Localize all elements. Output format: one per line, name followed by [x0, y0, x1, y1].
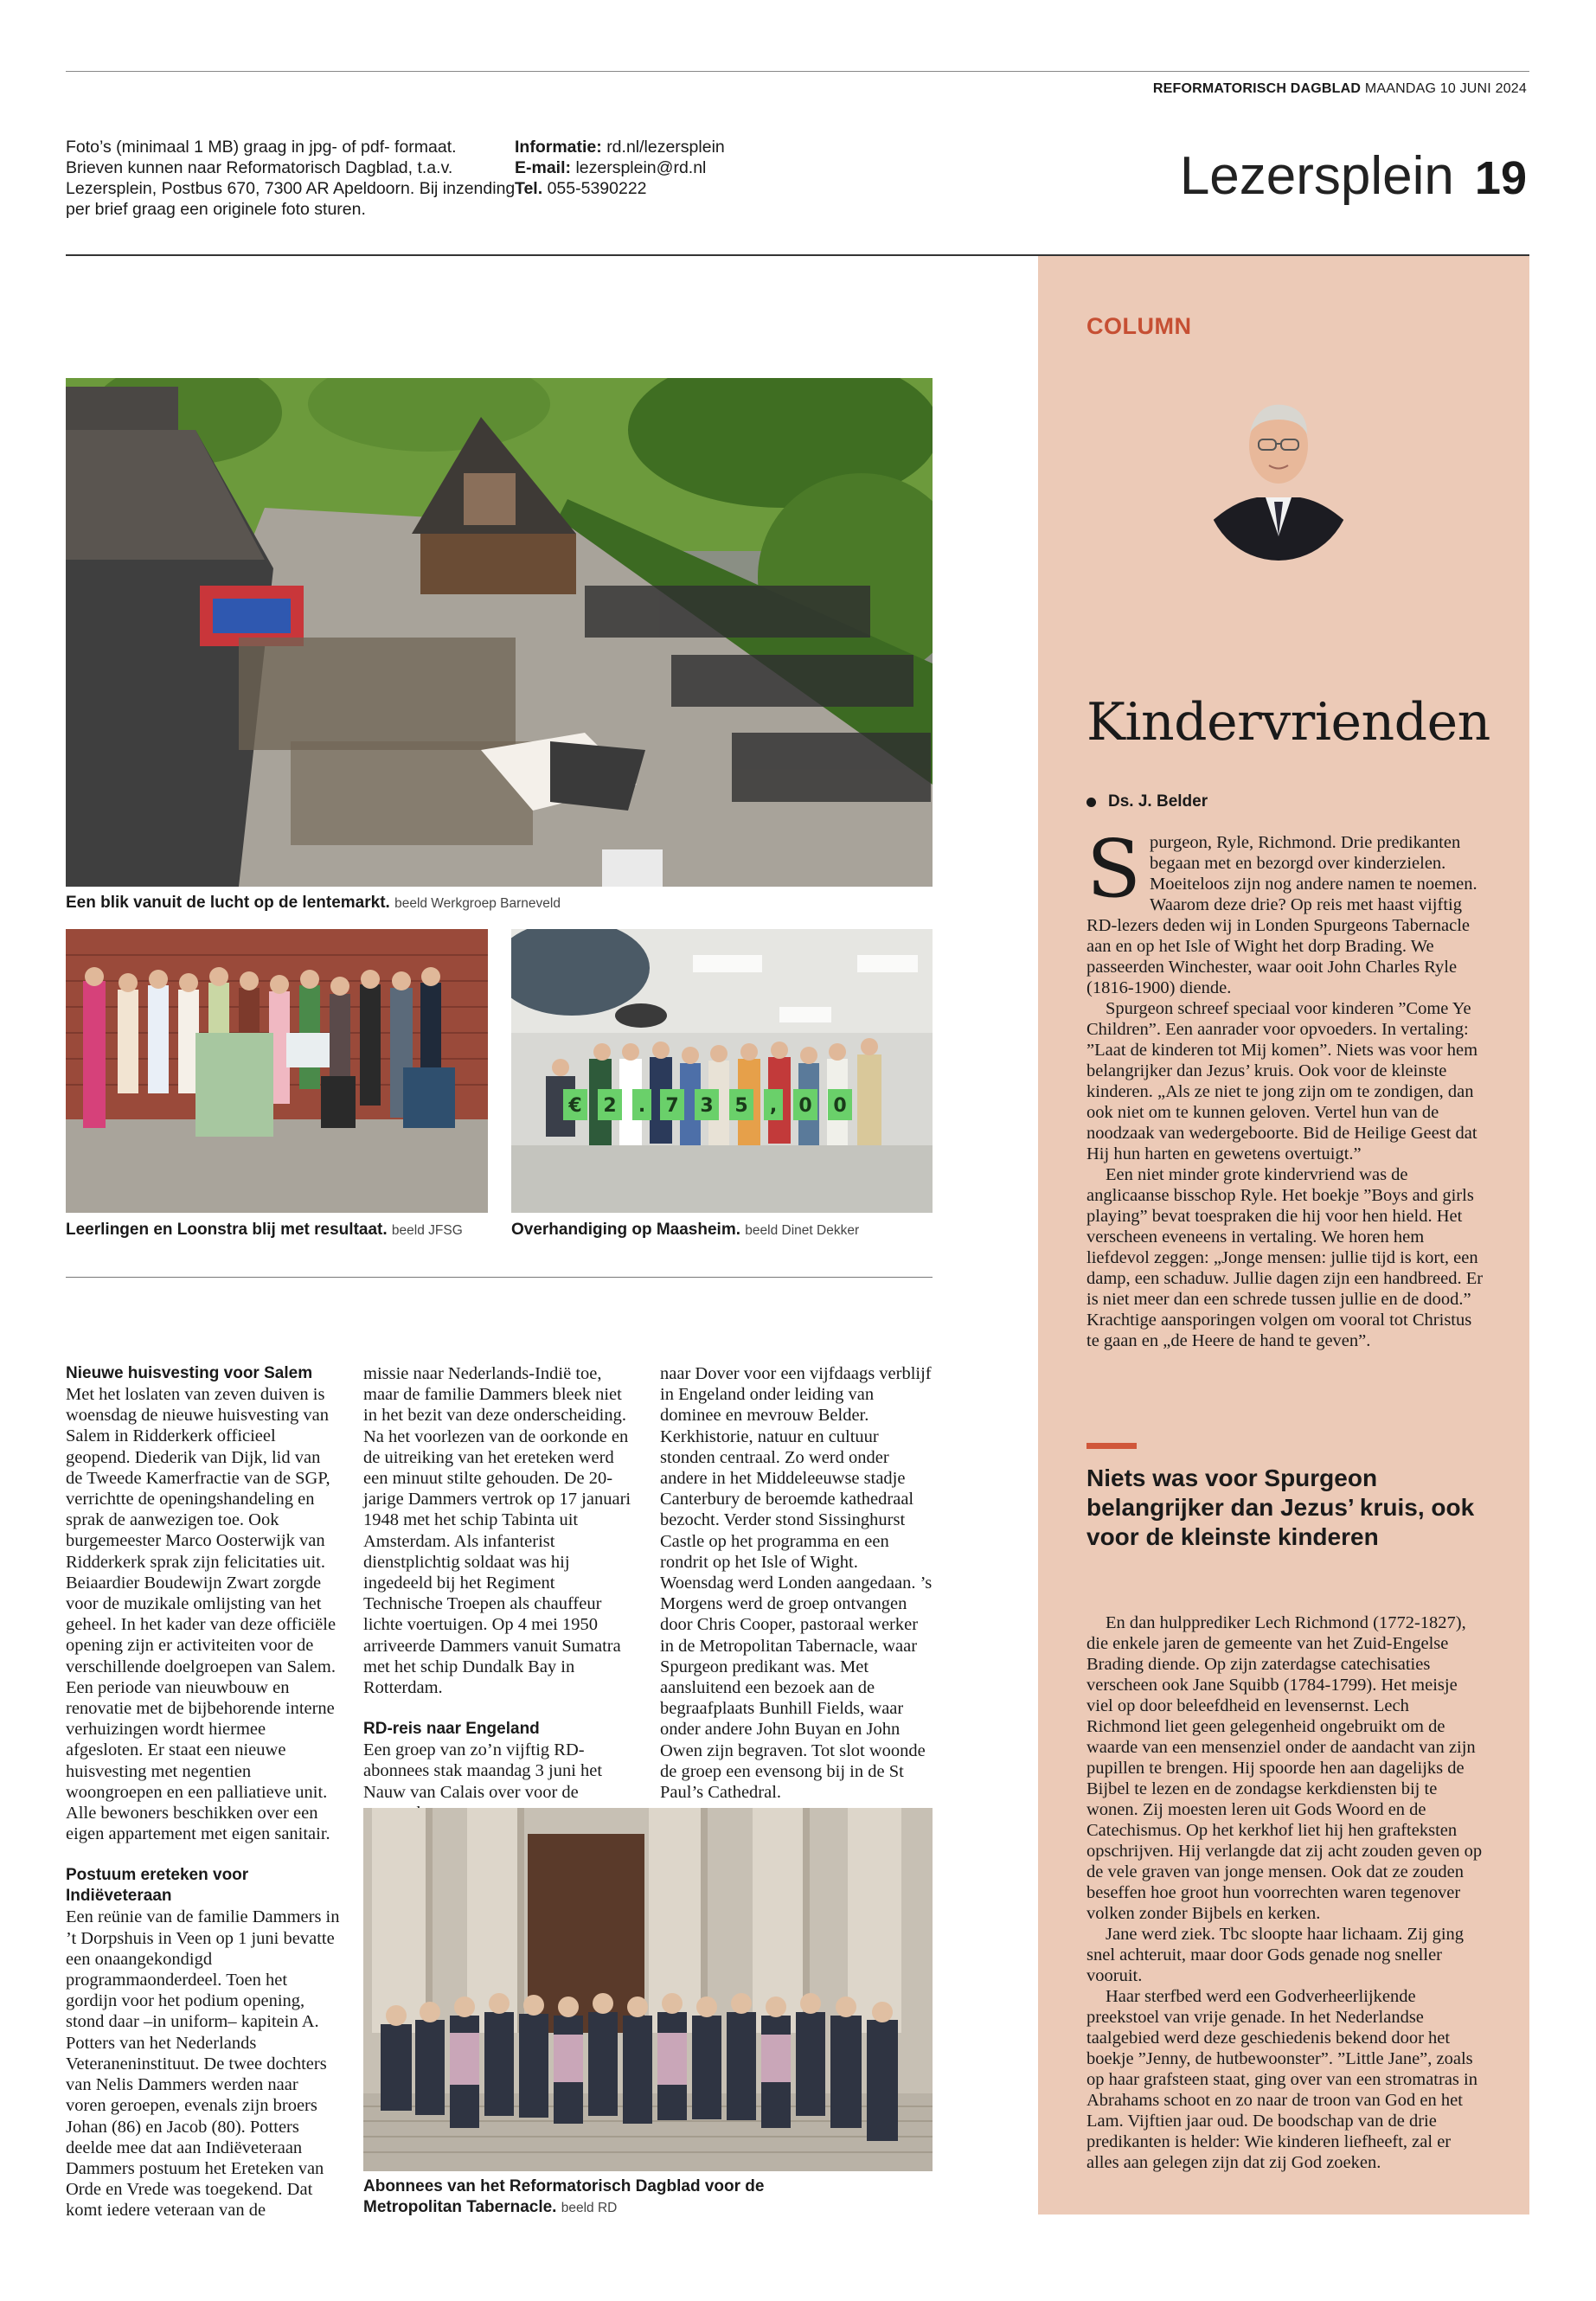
tabernacle-group-image: [363, 1808, 933, 2171]
body-rd-reis-1: Een groep van zo’n vijftig RD-abonnees stak maandag 3 juni het Nauw van Calais over voor de: [363, 1740, 603, 1802]
column-p2: Spurgeon schreef speciaal voor kinderen ”Come Ye Children”. Een aanrader voor opvoeders. In vertaling: ”Laat de kinderen tot Mij komen”. Niets was voor hem belangrijker dan Jezus’ kruis. Ook voor de kleinste kinderen. „Als ze niet te jong zijn om te zondigen, dan ook niet om te kunnen geloven. Vertel hun van de noodzaak van wedergeboorte. Bid de Heilige Geest dat Hij hun harten en gewetens overtuigt.”: [1086, 999, 1478, 1163]
author-photo: [1205, 372, 1352, 561]
body-indieveteraan-1: Een reünie van de familie Dammers in ’t Dorpshuis in Veen op 1 juni bevatte een onaangekondigd programmaonderdeel. Toen het gordijn voor het podium opening, stond daar –in uniform– kapitein A. Potters van het Nederlands Veteraneninstituut. De twee dochters van Nelis Dammers werden naar voren geroepen, evenals zijn broers Johan (86) en Jacob (80). Potters deelde mee dat aan Indiëveteraan Dammers postuum het Ereteken van Orde en Vrede was toegekend. Dat komt iedere veteraan van de: [66, 1907, 340, 2221]
contact-info-text: Foto’s (minimaal 1 MB) graag in jpg- of pdf- formaat. Brieven kunnen naar Reformatorisch Dagblad, t.a.v. Lezersplein, Postbus 670, 7300 AR Apeldoorn. Bij inzending per brief graag een originele foto sturen.: [66, 138, 516, 219]
info-label: Informatie:: [515, 138, 602, 157]
article-column-2: [363, 1363, 638, 1823]
photos-divider: [66, 1277, 933, 1278]
caption-leerlingen: [66, 1220, 490, 1241]
sign-char: .: [638, 1095, 646, 1117]
caption-leerlingen-text: Leerlingen en Loonstra blij met resultaat.: [66, 1221, 388, 1239]
article-column-1: [66, 1363, 341, 2221]
body-indieveteraan-2: missie naar Nederlands-Indië toe, maar de familie Dammers bleek niet in het bezit van deze onderscheiding. Na het voorlezen van de oorkonde en de uitreiking van het ereteken werd een minuut stilte gehouden. De 20-jarige Dammers vertrok op 17 januari 1948 met het schip Tabinta uit Amsterdam. Als infanterist dienstplichtig soldaat was hij ingedeeld bij het Regiment Technische Troepen als chauffeur lichte voertuigen. Op 4 mei 1950 arriveerde Dammers vanuit Sumatra met het schip Dundalk Bay in Rotterdam.: [363, 1364, 631, 1698]
column-p3: Een niet minder grote kindervriend was de anglicaanse bisschop Ryle. Het boekje ”Boys and girls playing” bevat toespraken die hij voor hen hield. Het verscheen eveneens in vertaling. We horen hem liefdevol zeggen: „Jonge mensen: jullie tijd is kort, een damp, een schaduw. Jullie dagen zijn een handbreed. Er is niet meer dan een schrede tussen jullie en de dood.” Krachtige aansporingen volgen om vooral tot Christus te gaan en „de Heere de hand te geven”.: [1086, 1165, 1484, 1350]
column-p5: Jane werd ziek. Tbc sloopte haar lichaam. Zij ging snel achteruit, maar door Gods genade nog sneller vooruit.: [1086, 1925, 1465, 1985]
caption-maasheim-text: Overhandiging op Maasheim.: [511, 1221, 740, 1239]
email-label: E-mail:: [515, 158, 572, 177]
students-image: [66, 929, 488, 1213]
headline-rd-reis: RD-reis naar Engeland: [363, 1720, 540, 1739]
photo-lentemarkt: [66, 378, 933, 887]
info-link[interactable]: rd.nl/lezersplein: [606, 138, 725, 157]
column-p4: En dan hulpprediker Lech Richmond (1772-1827), die enkele jaren de gemeente van het Zuid-Engelse Brading diende. Op zijn zaterdagse catechisaties verscheen ook Jane Squibb (1784-1799). Het meisje viel op door beleefdheid en levensernst. Lech Richmond liet geen gelegenheid ongebruikt om de waarde van een mensenziel onder de aandacht van zijn pupillen te brengen. Hij spoorde hen aan dagelijks de Bijbel te lezen en de zondagse kerkdiensten bij te wonen. Zij moesten leren uit Gods Woord en de Catechismus. Op het kerkhof liet hij hen grafteksten opschrijven. Hij verlangde dat zij acht zouden geven op de vele graven van jonge mensen. Ook dat ze zouden beseffen hoe groot hun voorrechten waren tegenover volken zonder Bijbels en kerken.: [1086, 1613, 1483, 1923]
pull-quote: Niets was voor Spurgeon belangrijker dan Jezus’ kruis, ook voor de kleinste kinderen: [1086, 1465, 1475, 1550]
tel-value: 055-5390222: [547, 179, 647, 198]
photo-leerlingen: [66, 929, 488, 1213]
byline-bullet: [1086, 798, 1096, 807]
section-name: Lezersplein: [1179, 146, 1454, 206]
column-paragraph: [1086, 823, 1486, 998]
caption-tabernacle: [363, 2176, 865, 2219]
headline-indieveteraan: Postuum ereteken voor Indiëveteraan: [66, 1866, 249, 1906]
column-p1: purgeon, Ryle, Richmond. Drie predikanten begaan met en bezorgd over kinderzielen. Moeiteloos zijn nog andere namen te noemen. Waarom deze drie? Op reis met haast vijftig RD-lezers deden wij in Londen Spurgeons Tabernacle aan en op het Isle of Wight het dorp Brading. We passeerden Winchester, waar ooit John Charles Ryle (1816-1900) diende.: [1086, 833, 1477, 997]
author-portrait: [1205, 372, 1352, 561]
sign-char: 0: [798, 1095, 812, 1117]
masthead: [1153, 81, 1527, 97]
column-body-top: [1086, 823, 1486, 1351]
credit-maasheim: beeld Dinet Dekker: [745, 1223, 860, 1238]
body-salem: Met het loslaten van zeven duiven is woensdag de nieuwe huisvesting van Salem in Ridderkerk officieel geopend. Diederik van Dijk, lid van de Tweede Kamerfractie van de SGP, verrichtte de openingshandeling en sprak de aanwezigen toe. Ook burgemeester Marco Oosterwijk van Ridderkerk sprak zijn felicitaties uit. Beiaardier Boudewijn Zwart zorgde voor de muzikale omlijsting van het geheel. In het kader van deze officiële opening zijn er activiteiten voor de verschillende doelgroepen van Salem. Een periode van nieuwbouw en renovatie met de bijbehorende interne verhuizingen wordt hiermee afgesloten. Er staat een nieuwe huisvesting met negentien woongroepen en een palliatieve unit. Alle bewoners beschikken over een eigen appartement met eigen sanitair.: [66, 1385, 337, 1844]
caption-lentemarkt-text: Een blik vanuit de lucht op de lentemarkt.: [66, 894, 390, 912]
donation-signs: [563, 1089, 852, 1120]
page-number: 19: [1474, 152, 1527, 204]
photo-maasheim: [511, 929, 933, 1213]
tel-label: Tel.: [515, 179, 543, 198]
email-link[interactable]: lezersplein@rd.nl: [575, 158, 707, 177]
sign-char: 5: [734, 1095, 748, 1117]
masthead-paper: REFORMATORISCH DAGBLAD: [1152, 81, 1362, 96]
column-p6: Haar sterfbed werd een Godverheerlijkende preekstoel van vrije genade. In het Nederlandse taalgebied werd deze geschiedenis bekend door het boekje ”Jenny, de hutbewoonster”. ”Little Jane”, zoals op haar grafsteen staat, ging over van een stromatras in Abrahams schoot en zo naar de troon van God en het Lam. Vijftien jaar oud. De boodschap van de drie predikanten is helder: Wie kinderen liefheeft, zal er alles aan gelegen zijn dat zij God zoeken.: [1086, 1987, 1477, 2172]
byline: [1086, 792, 1208, 811]
quote-accent-bar: [1086, 1443, 1137, 1449]
credit-tabernacle: beeld RD: [561, 2201, 618, 2215]
column-label: COLUMN: [1086, 313, 1192, 339]
column-title: Kindervrienden: [1086, 692, 1490, 753]
body-rd-reis-2: naar Dover voor een vijfdaags verblijf in Engeland onder leiding van dominee en mevrouw Belder. Kerkhistorie, natuur en cultuur stonden centraal. Zo werd onder andere in het Middeleeuwse stadje Canterbury de beroemde kathedraal bezocht. Verder stond Sissinghurst Castle op het programma en een rondrit op het Isle of Wight. Woensdag werd Londen aangedaan. ’s Morgens werd de groep ontvangen door Chris Cooper, pastoraal werker in de Metropolitan Tabernacle, waar Spurgeon predikant was. Met aansluitend een bezoek aan de begraafplaats Bunhill Fields, waar onder andere John Buyan en John Owen zijn begraven. Tot slot woonde de groep een evensong bij in de St Paul’s Cathedral.: [660, 1364, 933, 1803]
sign-char: €: [568, 1095, 582, 1117]
sign-char: 3: [700, 1095, 714, 1117]
article-column-3: [660, 1363, 935, 1803]
maasheim-image: [511, 929, 933, 1213]
sign-char: 0: [833, 1095, 847, 1117]
credit-lentemarkt: beeld Werkgroep Barneveld: [394, 896, 561, 911]
section-header: [1180, 145, 1527, 207]
dropcap: S: [1086, 823, 1142, 915]
caption-lentemarkt: [66, 893, 931, 914]
contact-details: [515, 137, 861, 199]
masthead-date: MAANDAG 10 JUNI 2024: [1364, 81, 1527, 96]
sign-char: 7: [665, 1095, 679, 1117]
aerial-market-image: [66, 378, 933, 887]
top-rule: [66, 71, 1529, 72]
byline-author: Ds. J. Belder: [1108, 792, 1208, 811]
credit-leerlingen: beeld JFSG: [391, 1223, 463, 1238]
photo-tabernacle: [363, 1808, 933, 2171]
sign-char: 2: [603, 1095, 617, 1117]
caption-tabernacle-text: Abonnees van het Reformatorisch Dagblad voor de Metropolitan Tabernacle.: [363, 2177, 765, 2216]
caption-maasheim: [511, 1220, 935, 1241]
headline-salem: Nieuwe huisvesting voor Salem: [66, 1364, 313, 1382]
column-body-bottom: [1086, 1612, 1486, 2173]
sign-char: ,: [769, 1095, 778, 1117]
